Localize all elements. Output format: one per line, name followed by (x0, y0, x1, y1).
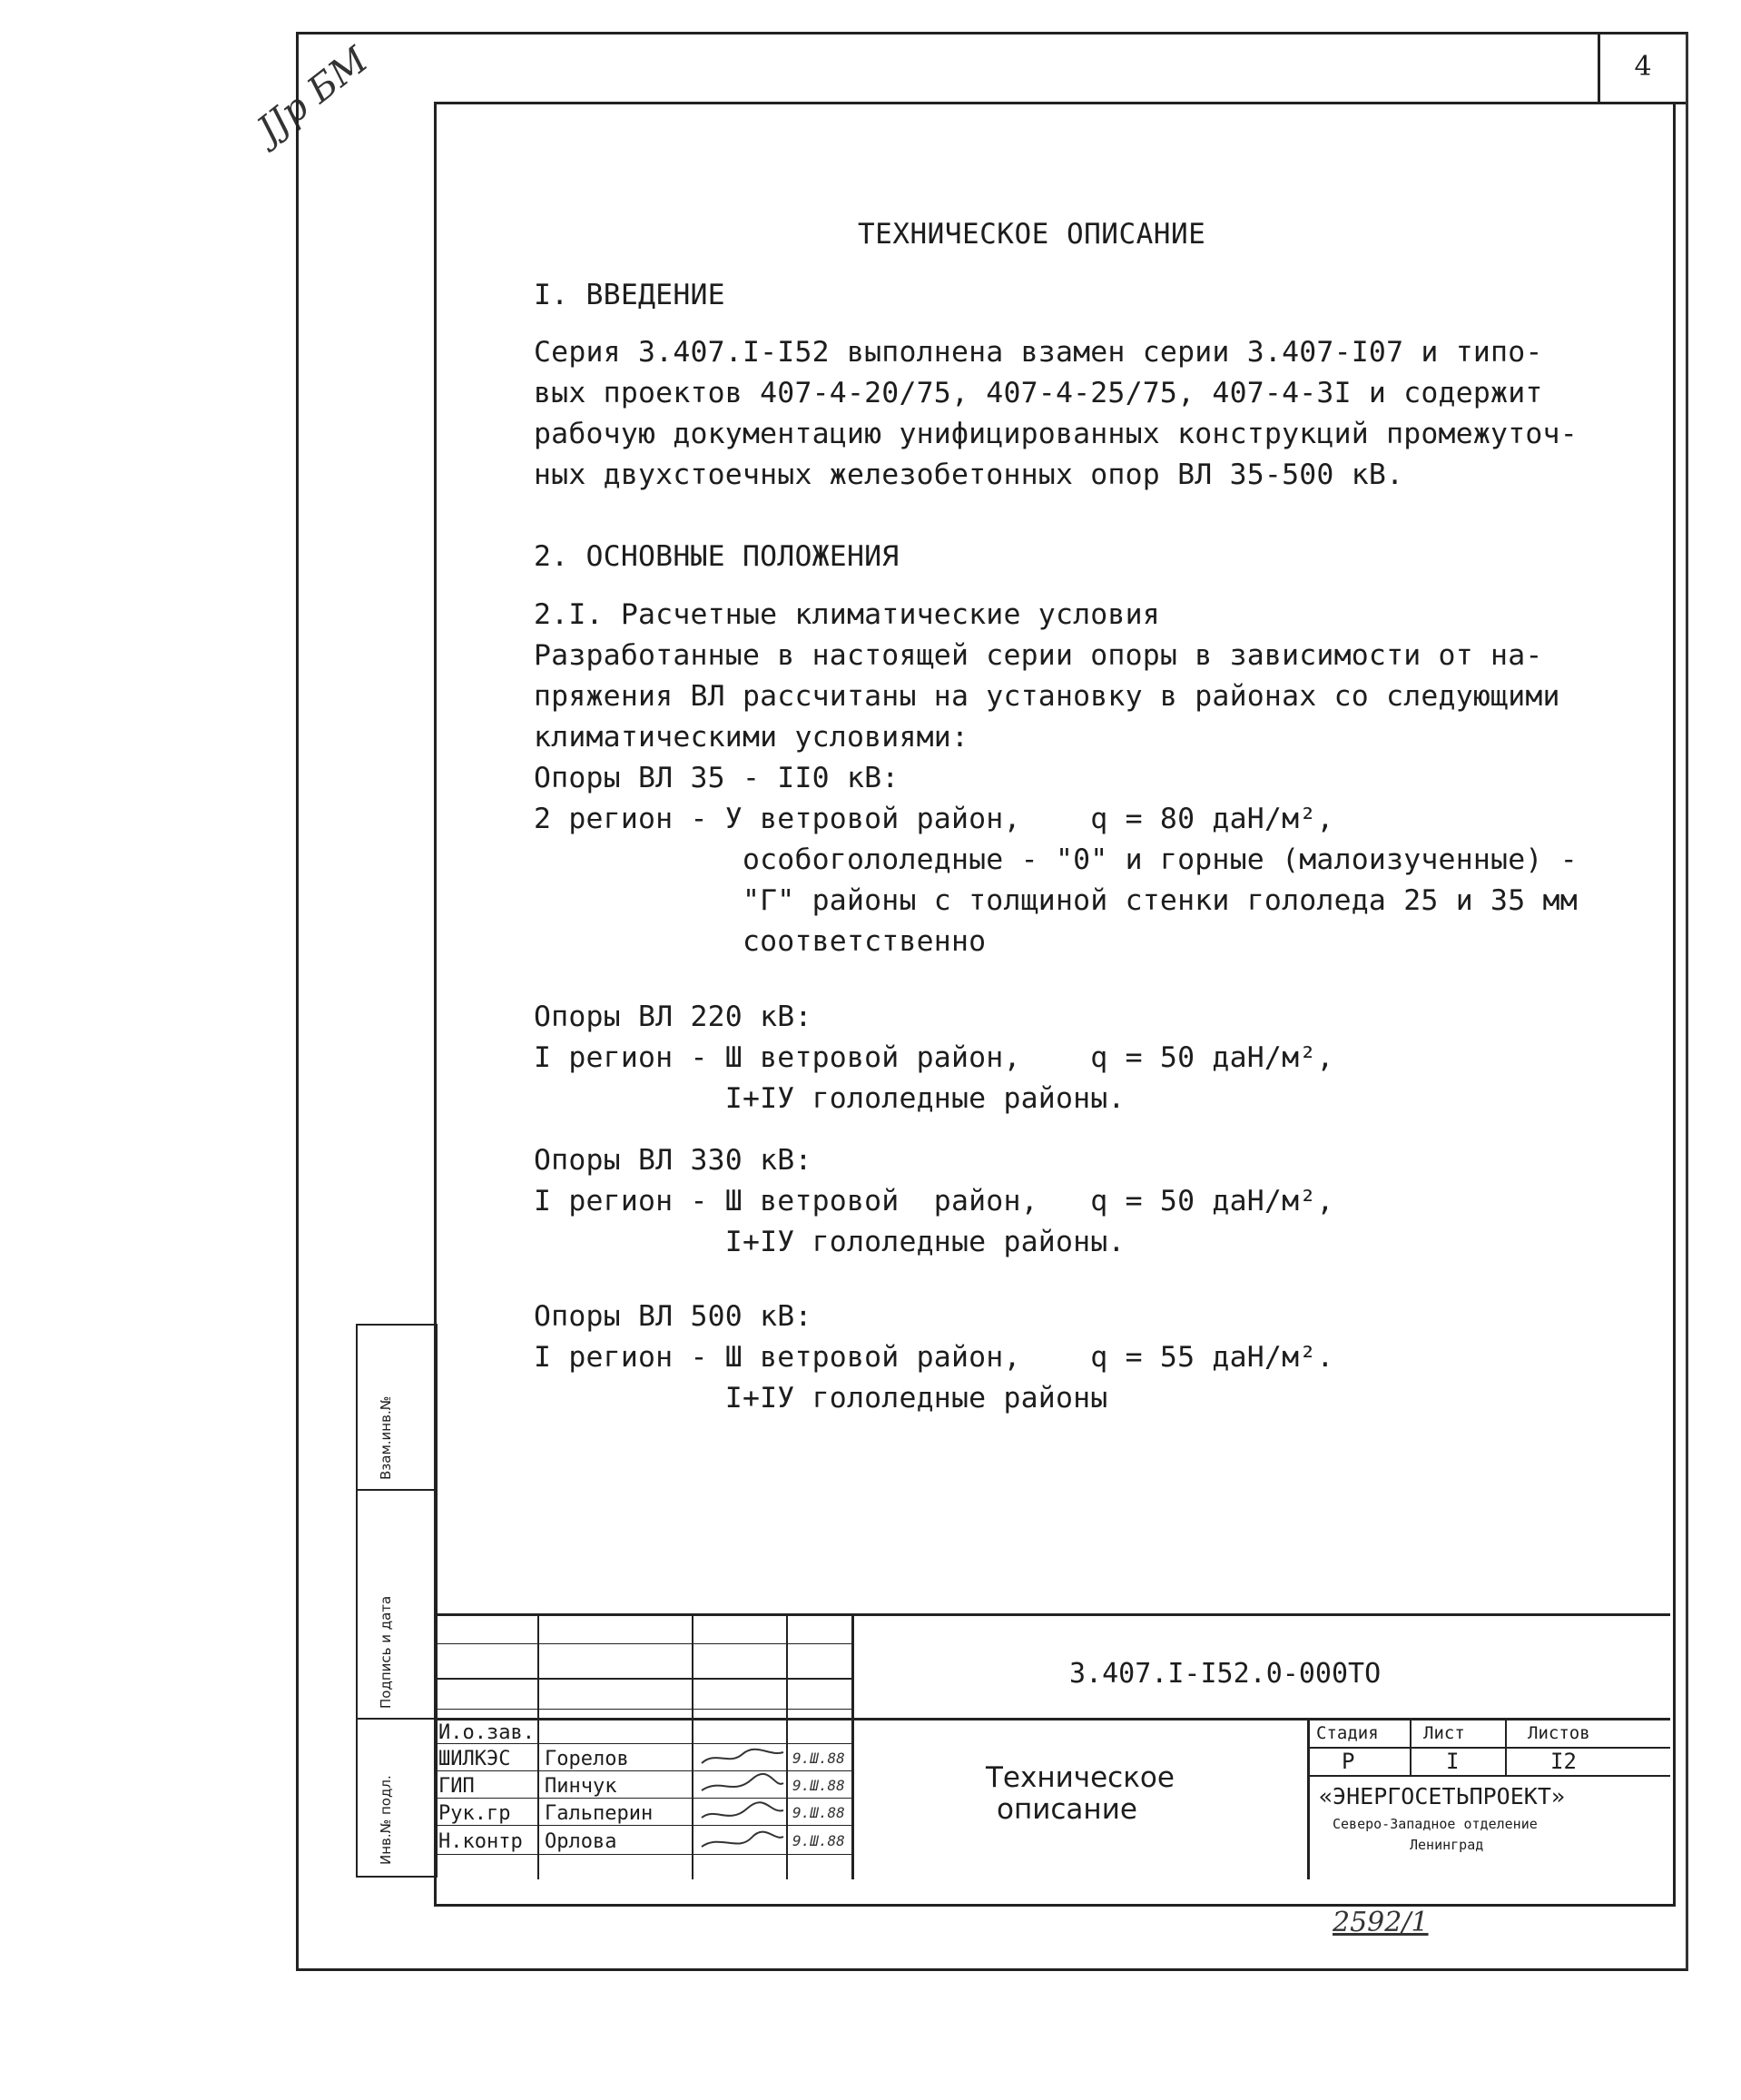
signer-role: Рук.гр (438, 1802, 511, 1825)
group-line: I регион - Ш ветровой район, q = 50 даН/м², (534, 1041, 1334, 1074)
intro-line: ных двухстоечных железобетонных опор ВЛ 35-500 кВ. (534, 458, 1404, 491)
footer-note: 2592/1 (1333, 1907, 1429, 1938)
group-header: Опоры ВЛ 500 кВ: (534, 1300, 812, 1333)
document-title: ТЕХНИЧЕСКОЕ ОПИСАНИЕ (858, 218, 1206, 251)
main-heading: 2. ОСНОВНЫЕ ПОЛОЖЕНИЯ (534, 540, 900, 573)
side-label-sign: Подпись и дата (378, 1595, 394, 1709)
sub-line: климатическими условиями: (534, 721, 969, 754)
signer-name: Орлова (545, 1830, 617, 1853)
side-cell-inv-orig (356, 1718, 438, 1878)
group-line: I+IУ гололедные районы. (534, 1082, 1126, 1115)
stage-label: Стадия (1316, 1723, 1379, 1743)
signer-role: ГИП (438, 1775, 475, 1798)
signer-name: Гальперин (545, 1802, 654, 1825)
intro-line: рабочую документацию унифицированных конструкций промежуточ- (534, 418, 1578, 450)
signer-date: 9.Ш.88 (792, 1777, 845, 1794)
sub-heading: 2.I. Расчетные климатические условия (534, 598, 1160, 631)
group-line: особогололедные - "0" и горные (малоизученные) - (534, 843, 1578, 876)
intro-line: Серия 3.407.I-I52 выполнена взамен серии 3.407-I07 и типо- (534, 336, 1543, 369)
side-label-inv: Взам.инв.№ (378, 1395, 394, 1480)
intro-heading: I. ВВЕДЕНИЕ (534, 279, 725, 311)
doc-title-line2: описание (997, 1793, 1137, 1826)
side-label-inv-orig: Инв.№ подл. (378, 1775, 394, 1865)
group-line: I+IУ гололедные районы (534, 1382, 1108, 1415)
signer-date: 9.Ш.88 (792, 1832, 845, 1849)
group-line: I регион - Ш ветровой район, q = 50 даН/м², (534, 1185, 1334, 1218)
group-header: Опоры ВЛ 220 кВ: (534, 1001, 812, 1033)
signer-role: И.о.зав. (438, 1721, 535, 1744)
group-line: I+IУ гололедные районы. (534, 1226, 1126, 1258)
handwritten-corner-mark: JJp БМ (250, 39, 377, 152)
intro-line: вых проектов 407-4-20/75, 407-4-25/75, 407-4-3I и содержит (534, 377, 1543, 409)
org-sub2: Ленинград (1410, 1837, 1484, 1853)
sheet-label: Лист (1423, 1723, 1465, 1743)
side-cell-sign (356, 1489, 438, 1720)
title-block (434, 1613, 1670, 1879)
signer-name: Горелов (545, 1748, 629, 1770)
signer-name: Пинчук (545, 1775, 617, 1798)
group-line: 2 регион - У ветровой район, q = 80 даН/м², (534, 803, 1352, 835)
sheet-value: I (1446, 1749, 1460, 1774)
signer-role: Н.контр (438, 1830, 523, 1853)
sub-line: пряжения ВЛ рассчитаны на установку в районах со следующими (534, 680, 1560, 713)
group-header: Опоры ВЛ 330 кВ: (534, 1144, 812, 1177)
doc-title-line1: Техническое (986, 1761, 1175, 1794)
sub-line: Разработанные в настоящей серии опоры в зависимости от на- (534, 639, 1543, 672)
designation: 3.407.I-I52.0-000ТО (1069, 1658, 1382, 1690)
signature-scribbles (697, 1743, 788, 1879)
sheets-label: Листов (1528, 1723, 1590, 1743)
org-name: «ЭНЕРГОСЕТЬПРОЕКТ» (1319, 1783, 1565, 1809)
group-line: I регион - Ш ветровой район, q = 55 даН/м². (534, 1341, 1334, 1374)
group-header: Опоры ВЛ 35 - II0 кВ: (534, 762, 900, 794)
org-sub1: Северо-Западное отделение (1333, 1816, 1538, 1832)
side-cell-inv (356, 1324, 438, 1491)
stage-value: Р (1342, 1749, 1355, 1774)
group-line: "Г" районы с толщиной стенки гололеда 25 и 35 мм (534, 884, 1578, 917)
signer-date: 9.Ш.88 (792, 1750, 845, 1767)
signer-date: 9.Ш.88 (792, 1804, 845, 1821)
signer-role: ШИЛКЭС (438, 1748, 511, 1770)
sheets-value: I2 (1550, 1749, 1577, 1774)
sheet-number: 4 (1598, 32, 1686, 104)
group-line: соответственно (534, 925, 987, 958)
